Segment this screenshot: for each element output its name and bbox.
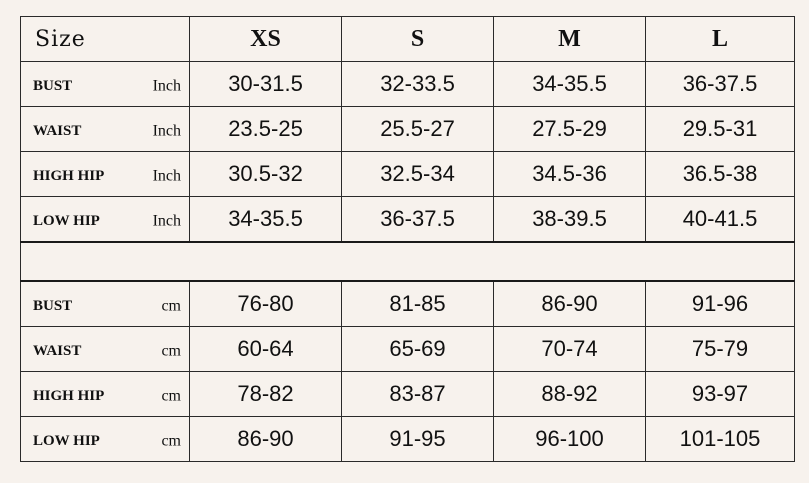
measure-label: LOW HIP [33, 433, 100, 450]
spacer-row [21, 242, 795, 281]
unit-label: cm [161, 387, 181, 405]
table-row [21, 107, 795, 152]
table-row [21, 62, 795, 107]
measure-cell [21, 197, 190, 243]
size-header: Size [21, 17, 190, 62]
measure-cell [21, 372, 190, 417]
value-cell: 25.5-27 [342, 107, 494, 152]
value-cell: 83-87 [342, 372, 494, 417]
value-cell: 29.5-31 [646, 107, 795, 152]
value-cell: 93-97 [646, 372, 795, 417]
measure-label: HIGH HIP [33, 168, 105, 185]
value-cell: 96-100 [494, 417, 646, 462]
unit-label: Inch [152, 212, 181, 230]
value-cell: 36.5-38 [646, 152, 795, 197]
column-header-l: L [646, 17, 795, 62]
unit-label: cm [161, 297, 181, 315]
unit-label: cm [161, 432, 181, 450]
size-chart-table [20, 16, 795, 462]
measure-label: BUST [33, 78, 73, 95]
table-row [21, 281, 795, 327]
value-cell: 40-41.5 [646, 197, 795, 243]
measure-cell [21, 281, 190, 327]
value-cell: 81-85 [342, 281, 494, 327]
unit-label: Inch [152, 77, 181, 95]
value-cell: 91-96 [646, 281, 795, 327]
value-cell: 75-79 [646, 327, 795, 372]
table-row [21, 152, 795, 197]
measure-cell [21, 152, 190, 197]
value-cell: 86-90 [190, 417, 342, 462]
value-cell: 32-33.5 [342, 62, 494, 107]
value-cell: 101-105 [646, 417, 795, 462]
value-cell: 34.5-36 [494, 152, 646, 197]
measure-label: BUST [33, 298, 73, 315]
value-cell: 23.5-25 [190, 107, 342, 152]
value-cell: 86-90 [494, 281, 646, 327]
value-cell: 34-35.5 [494, 62, 646, 107]
value-cell: 32.5-34 [342, 152, 494, 197]
value-cell: 36-37.5 [342, 197, 494, 243]
column-header-s: S [342, 17, 494, 62]
table-row [21, 417, 795, 462]
unit-label: Inch [152, 167, 181, 185]
table-row [21, 372, 795, 417]
measure-label: LOW HIP [33, 213, 100, 230]
measure-cell [21, 62, 190, 107]
table-row [21, 327, 795, 372]
value-cell: 27.5-29 [494, 107, 646, 152]
value-cell: 36-37.5 [646, 62, 795, 107]
measure-label: WAIST [33, 343, 82, 360]
unit-label: Inch [152, 122, 181, 140]
table-row [21, 197, 795, 243]
value-cell: 60-64 [190, 327, 342, 372]
measure-label: HIGH HIP [33, 388, 105, 405]
value-cell: 30.5-32 [190, 152, 342, 197]
value-cell: 76-80 [190, 281, 342, 327]
value-cell: 78-82 [190, 372, 342, 417]
measure-cell [21, 327, 190, 372]
column-header-xs: XS [190, 17, 342, 62]
value-cell: 30-31.5 [190, 62, 342, 107]
unit-label: cm [161, 342, 181, 360]
value-cell: 70-74 [494, 327, 646, 372]
value-cell: 88-92 [494, 372, 646, 417]
value-cell: 91-95 [342, 417, 494, 462]
value-cell: 38-39.5 [494, 197, 646, 243]
measure-label: WAIST [33, 123, 82, 140]
measure-cell [21, 107, 190, 152]
measure-cell [21, 417, 190, 462]
value-cell: 34-35.5 [190, 197, 342, 243]
header-row [21, 17, 795, 62]
spacer-cell [21, 242, 795, 281]
column-header-m: M [494, 17, 646, 62]
value-cell: 65-69 [342, 327, 494, 372]
